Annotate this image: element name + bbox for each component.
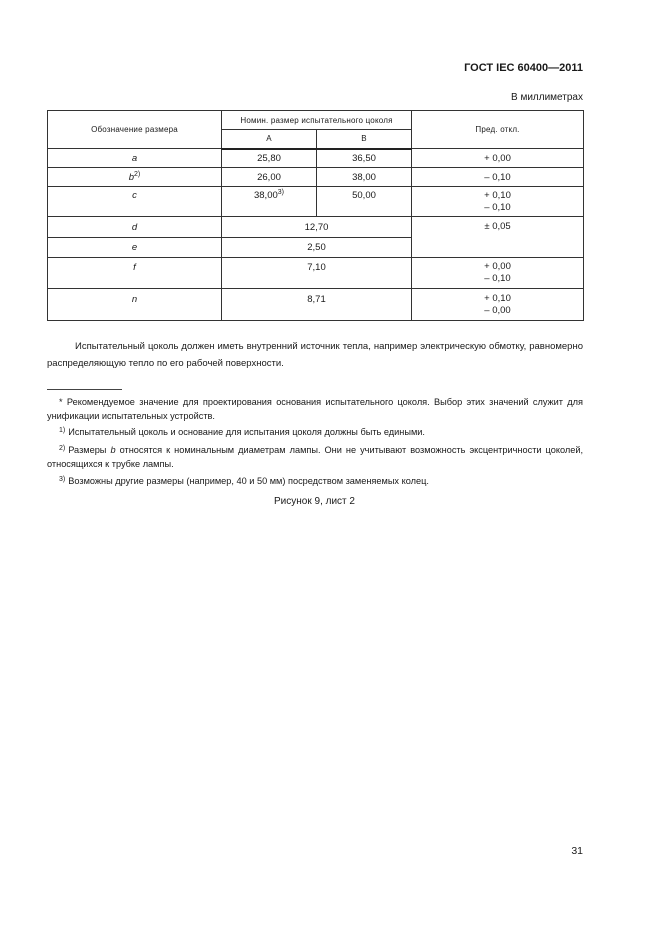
row-label-c: c — [48, 187, 222, 217]
value-d: 12,70 — [222, 217, 412, 238]
tolerance-f: + 0,00 – 0,10 — [412, 258, 584, 289]
header-column-a: A — [222, 130, 317, 149]
row-label-d: d — [48, 217, 222, 238]
table-row — [48, 217, 584, 238]
tolerance-b: – 0,10 — [412, 168, 584, 187]
header-column-b: B — [317, 130, 412, 149]
figure-caption: Рисунок 9, лист 2 — [274, 496, 355, 507]
footnote-separator — [47, 389, 122, 390]
table-row — [48, 168, 584, 187]
value-b-col-a: 26,00 — [222, 168, 317, 187]
table-row — [48, 149, 584, 168]
row-label-e: e — [48, 238, 222, 258]
units-note: В миллиметрах — [511, 92, 583, 103]
footnote-1: $^{1)}$ Испытательный цоколь и основание для испытания цоколя должны быть едиными. — [59, 427, 425, 437]
footnote-2: $^{2)}$ Размеры b относятся к номинальным диаметрам лампы. Они не учитывают возможность эксцентричности цоколей, относящихся к трубке лампы. — [47, 444, 584, 469]
value-f: 7,10 — [222, 258, 412, 289]
footnote-ref-3: 3) — [277, 188, 284, 196]
document-code: ГОСТ IEC 60400—2011 — [464, 62, 583, 74]
row-label-n: n — [48, 289, 222, 321]
body-paragraph: Испытательный цоколь должен иметь внутренний источник тепла, например электрическую обмотку, равномерно распределяющую тепло по его рабочей поверхности. — [47, 341, 583, 369]
value-n: 8,71 — [222, 289, 412, 321]
footnote-3: $^{3)}$ Возможны другие размеры (например, 40 и 50 мм) посредством заменяемых колец. — [59, 475, 429, 486]
value-c-col-b: 50,00 — [317, 187, 412, 217]
row-label-a: a — [48, 149, 222, 168]
value-a-col-a: 25,80 — [222, 149, 317, 168]
footnote-ref-2: 2) — [134, 170, 141, 178]
table-row — [48, 258, 584, 289]
table-row — [48, 187, 584, 217]
value-e: 2,50 — [222, 238, 412, 258]
value-b-col-b: 38,00 — [317, 168, 412, 187]
table-row — [48, 289, 584, 321]
page-number: 31 — [571, 845, 583, 857]
header-designation: Обозначение размера — [48, 111, 222, 149]
tolerance-c: + 0,10 – 0,10 — [412, 187, 584, 217]
tolerance-d-e: ± 0,05 — [412, 217, 584, 258]
tolerance-n: + 0,10 – 0,00 — [412, 289, 584, 321]
value-a-col-b: 36,50 — [317, 149, 412, 168]
header-nominal-size: Номин. размер испытательного цоколя — [222, 111, 412, 130]
footnote-star: * Рекомендуемое значение для проектирования основания испытательного цоколя. Выбор этих значений служит для унификации испытательных устройств. — [47, 397, 583, 421]
row-label-f: f — [48, 258, 222, 289]
row-label-b: $b^{2)}$ — [48, 168, 222, 187]
value-c-col-a: 38,00$^{3)}$ — [222, 187, 317, 217]
footnotes — [47, 396, 583, 492]
header-tolerance: Пред. откл. — [412, 111, 584, 149]
tolerance-a: + 0,00 — [412, 149, 584, 168]
dimensions-table — [47, 110, 584, 321]
